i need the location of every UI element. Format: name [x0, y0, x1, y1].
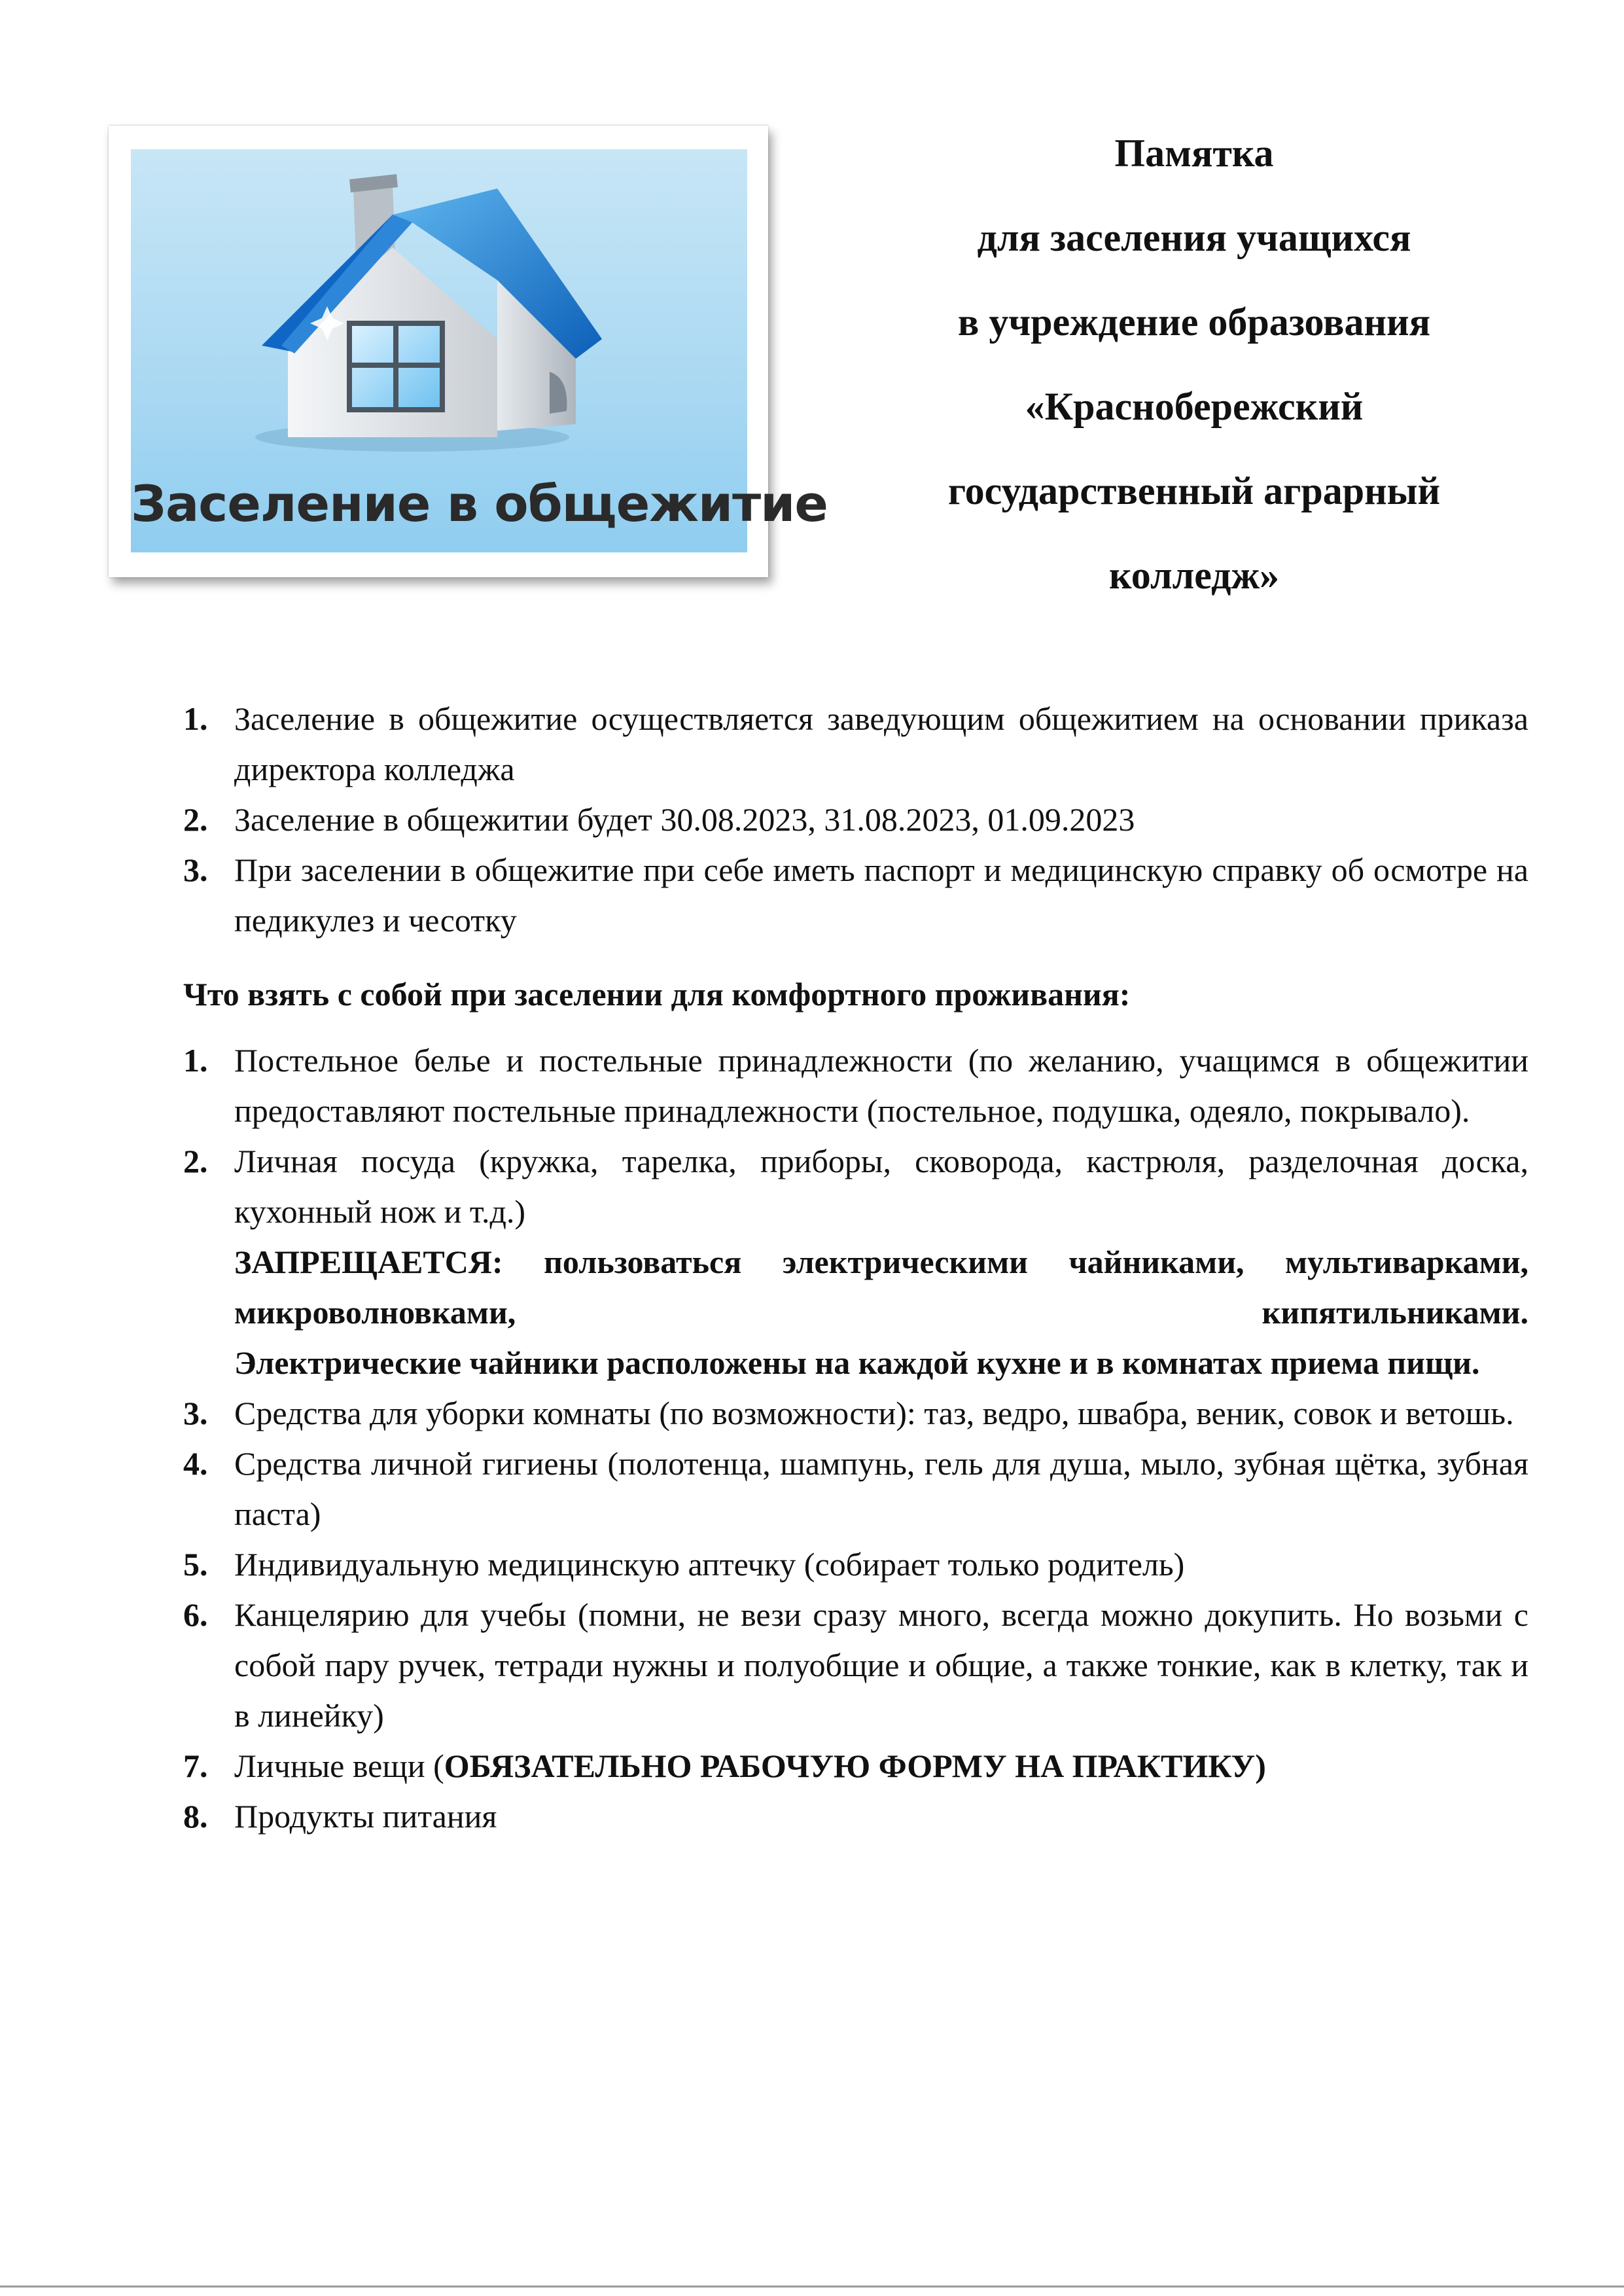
list-number: 4.: [183, 1445, 208, 1482]
list-number: 3.: [183, 1395, 208, 1431]
list-item: [183, 795, 1528, 845]
items-list: [183, 1035, 1528, 1842]
title-line: колледж»: [1108, 554, 1279, 597]
document-title: [818, 111, 1570, 618]
document-body: [183, 694, 1528, 1842]
title-line: в учреждение образования: [957, 300, 1431, 344]
list-text: Заселение в общежитии будет 30.08.2023, 31.08.2023, 01.09.2023: [234, 801, 1135, 838]
list-item: [183, 1539, 1528, 1590]
list-item: [183, 694, 1528, 795]
list-item: [183, 1741, 1528, 1791]
prohibition-notice: ЗАПРЕЩАЕТСЯ: пользоваться электрическими чайниками, мультиварками, микроволновками, кипятильниками.: [234, 1244, 1528, 1331]
list-item: [183, 1439, 1528, 1539]
list-text-emphasis: ОБЯЗАТЕЛЬНО РАБОЧУЮ ФОРМУ НА ПРАКТИКУ): [444, 1748, 1266, 1784]
list-text: Индивидуальную медицинскую аптечку (собирает только родитель): [234, 1546, 1185, 1583]
kettle-notice: Электрические чайники расположены на каждой кухне и в комнатах приема пищи.: [234, 1344, 1480, 1381]
list-item: [183, 1035, 1528, 1136]
list-number: 1.: [183, 700, 208, 737]
section-heading: Что взять с собой при заселении для комфортного проживания:: [183, 976, 1131, 1013]
list-number: 2.: [183, 801, 208, 838]
list-item: [183, 1791, 1528, 1842]
list-text: Средства для уборки комнаты (по возможности): таз, ведро, швабра, веник, совок и ветошь.: [234, 1395, 1514, 1431]
title-line: государственный аграрный: [947, 469, 1441, 512]
list-number: 1.: [183, 1042, 208, 1079]
list-number: 8.: [183, 1798, 208, 1835]
list-number: 7.: [183, 1748, 208, 1784]
list-number: 6.: [183, 1596, 208, 1633]
page-edge: [0, 2286, 1624, 2287]
list-text: Продукты питания: [234, 1798, 497, 1835]
list-text: Личные вещи (: [234, 1748, 444, 1784]
list-item: [183, 1388, 1528, 1439]
list-text: Постельное белье и постельные принадлежности (по желанию, учащимся в общежитии предоставляют постельные принадлежности (постельное, подушка, одеяло, покрывало).: [234, 1042, 1528, 1129]
list-number: 2.: [183, 1143, 208, 1179]
list-number: 3.: [183, 852, 208, 888]
title-line: Памятка: [1114, 132, 1274, 175]
list-text: При заселении в общежитие при себе иметь паспорт и медицинскую справку об осмотре на педикулез и чесотку: [234, 852, 1528, 939]
rules-list: [183, 694, 1528, 946]
list-text: Канцелярию для учебы (помни, не вези сразу много, всегда можно докупить. Но возьми с собой пару ручек, тетради нужны и полуобщие и общие, а также тонкие, как в клетку, так и в линейку): [234, 1596, 1528, 1734]
title-line: «Краснобережский: [1025, 385, 1364, 428]
title-line: для заселения учащихся: [977, 216, 1411, 259]
illustration-background: [131, 149, 828, 552]
list-number: 5.: [183, 1546, 208, 1583]
list-item: [183, 1136, 1528, 1388]
list-text: Заселение в общежитие осуществляется заведующим общежитием на основании приказа директора колледжа: [234, 700, 1528, 787]
list-item: [183, 1590, 1528, 1741]
illustration-caption: Заселение в общежитие: [131, 475, 828, 533]
dormitory-illustration: [109, 126, 828, 577]
list-item: [183, 845, 1528, 946]
list-text: Средства личной гигиены (полотенца, шампунь, гель для душа, мыло, зубная щётка, зубная паста): [234, 1445, 1528, 1532]
list-text: Личная посуда (кружка, тарелка, приборы, сковорода, кастрюля, разделочная доска, кухонный нож и т.д.): [234, 1143, 1528, 1230]
